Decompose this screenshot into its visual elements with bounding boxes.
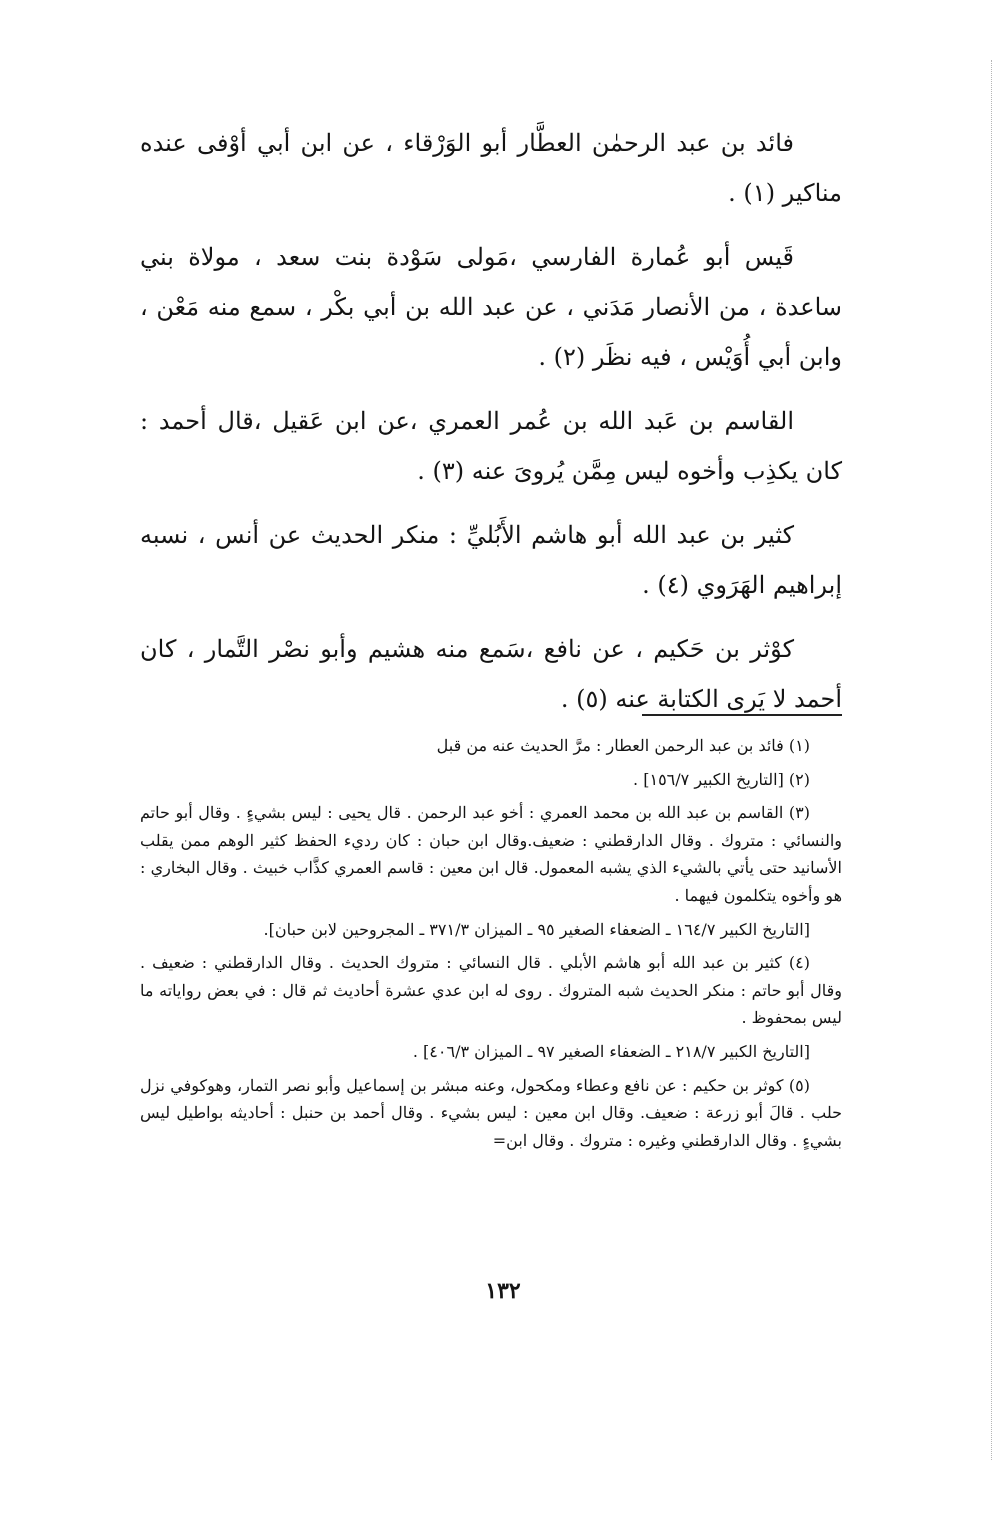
- footnote-4-reference: [التاريخ الكبير ٢١٨/٧ ـ الضعفاء الصغير ٩٧ ـ الميزان ٤٠٦/٣] .: [412, 1041, 810, 1061]
- entry-kawthar: كوْثر بن حَكيم ، عن نافع ،سَمع منه هشيم وأبو نصْر التَّمار ، كان أحمد لا يَرى الكتابة عنه (٥) .: [140, 635, 842, 713]
- footnote-divider: [642, 714, 842, 716]
- entry-qasim: القاسم بن عَبد الله بن عُمر العمري ،عن ابن عَقيل ،قال أحمد : كان يكذِب وأخوه ليس مِمَّن يُروىَ عنه (٣) .: [140, 407, 842, 485]
- entry-kathir: كثير بن عبد الله أبو هاشم الأَبُليِّ : منكر الحديث عن أنس ، نسبه إبراهيم الهَرَوي (٤) .: [140, 521, 842, 599]
- footnote-5: (٥) كوثر بن حكيم : عن نافع وعطاء ومكحول، وعنه مبشر بن إسماعيل وأبو نصر التمار، وهوكوفي نزل حلب . قالَ أبو زرعة : ضعيف. وقال ابن معين : ليس بشيء . وقال أحمد بن حنبل : أحاديثه بواطيل ليس بشيءٍ . وقال الدارقطني وغيره : متروك . وقال ابن=: [140, 1075, 842, 1150]
- entry-faid: فائد بن عبد الرحمٰن العطَّار أبو الوَرْقاء ، عن ابن أبي أوْفى عنده مناكير (١) .: [140, 129, 842, 207]
- footnotes: [140, 732, 842, 1160]
- page-number: ١٣٢: [485, 1278, 521, 1304]
- footnote-3-reference: [التاريخ الكبير ١٦٤/٧ ـ الضعفاء الصغير ٩٥ ـ الميزان ٣٧١/٣ ـ المجروحين لابن حبان].: [263, 919, 810, 939]
- footnote-4: (٤) كثير بن عبد الله أبو هاشم الأبلي . قال النسائي : متروك الحديث . وقال الدارقطني : ضعيف . وقال أبو حاتم : منكر الحديث شبه المتروك . روى له ابن عدي عشرة أحاديث ثم قال : في بعض رواياته ما ليس بمحفوظ .: [140, 953, 842, 1028]
- main-text: [140, 118, 842, 738]
- footnote-1: (١) فائد بن عبد الرحمن العطار : مرَّ الحديث عنه من قبل: [436, 736, 810, 755]
- scan-edge-line: [991, 60, 992, 1460]
- footnote-2: (٢) [التاريخ الكبير ١٥٦/٧] .: [633, 769, 810, 789]
- entry-qays: قَيس أبو عُمارة الفارسي ،مَولى سَوْدة بنت سعد ، مولاة بني ساعدة ، من الأنصار مَدَني ، عن عبد الله بن أبي بكْر ، سمع منه مَعْن ، وابن أبي أُوَيْس ، فيه نظَر (٢) .: [140, 243, 842, 371]
- footnote-3: (٣) القاسم بن عبد الله بن محمد العمري : أخو عبد الرحمن . قال يحيى : ليس بشيءٍ . وقال أبو حاتم والنسائي : متروك . وقال الدارقطني : ضعيف.وقال ابن حبان : كان رديء الحفظ كثير الوهم ممن يقلب الأسانيد حتى يأتي بالشيء الذي يشبه المعمول. قال ابن معين : قاسم العمري كذَّاب خبيث . وقال البخاري : هو وأخوه يتكلمون فيهما .: [140, 803, 843, 905]
